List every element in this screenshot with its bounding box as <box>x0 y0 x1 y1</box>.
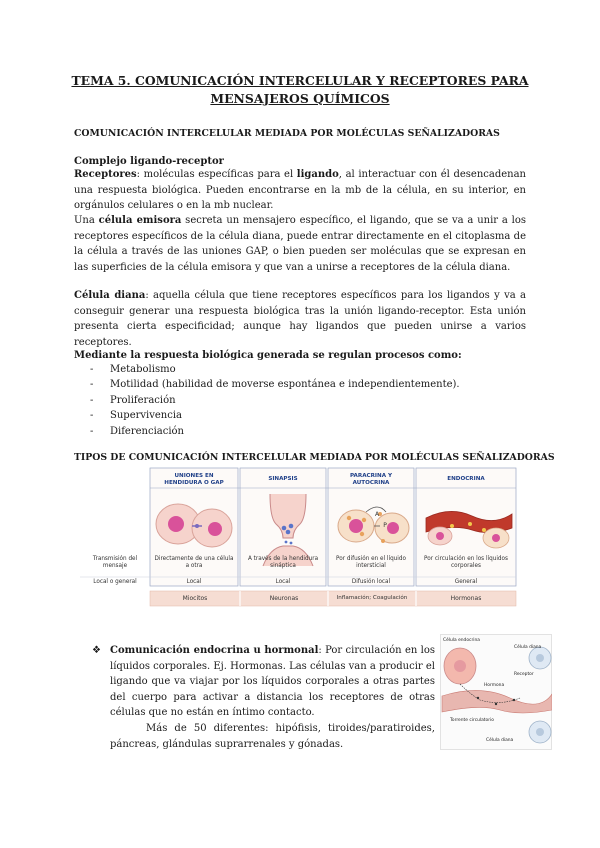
paragraph-endocrina <box>110 643 435 752</box>
scope-gap: Local <box>186 579 202 585</box>
transmission-synapse: A través de la hendidura sináptica <box>247 556 319 569</box>
list-item: - Supervivencia <box>90 408 460 423</box>
label-celula-diana-top: Célula diana <box>514 645 542 650</box>
label-celula-diana-bottom: Célula diana <box>486 738 514 743</box>
header-endocrine: ENDOCRINA <box>447 476 485 482</box>
section-heading-1: COMUNICACIÓN INTERCELULAR MEDIADA POR MOLÉCULAS SEÑALIZADORAS <box>74 128 500 139</box>
text-span: Una <box>74 215 99 226</box>
process-list <box>90 362 460 439</box>
title-line-2: MENSAJEROS QUÍMICOS <box>210 91 390 106</box>
endocrine-examples: Más de 50 diferentes: hipófisis, tiroides/paratiroides, páncreas, glándulas suprarrenales y gónadas. <box>110 722 435 750</box>
paragraph-receptores <box>74 167 526 214</box>
paracrine-letter-p: P <box>383 522 387 529</box>
header-paracrine: PARACRINA Y AUTOCRINA <box>349 473 393 486</box>
label-celula-endocrina: Célula endocrina <box>443 638 480 643</box>
paragraph-celula-emisora <box>74 213 526 275</box>
paracrine-letter-a: A <box>374 511 380 518</box>
example-paracrine: Inflamación; Coagulación <box>336 595 408 601</box>
example-endocrine: Hormonas <box>450 595 482 602</box>
row-label-transmission: Transmisión del mensaje <box>92 556 138 569</box>
example-synapse: Neuronas <box>269 595 299 602</box>
text-span: , al interactuar con él desencadenan una respuesta biológica. Pueden encontrarse en la mb de la célula, en su interior, en orgánulos celulares o en la mb nuclear. <box>74 169 526 212</box>
header-synapse: SINAPSIS <box>268 476 298 482</box>
row-label-scope: Local o general <box>93 579 137 585</box>
figure-graphics <box>80 466 522 611</box>
subheading-procesos: Mediante la respuesta biológica generada se regulan procesos como: <box>74 350 462 361</box>
label-receptor: Receptor <box>514 672 534 677</box>
text-span: : aquella célula que tiene receptores específicos para los ligandos y va a conseguir generar una respuesta biológica tras la unión ligando-receptor. Esta unión presenta cierta especificidad; aunque hay ligandos que pueden unirse a varios receptores. <box>74 290 526 348</box>
diamond-bullet-icon: ❖ <box>92 645 101 656</box>
list-item: - Metabolismo <box>90 362 460 377</box>
text-span: secreta un mensajero específico, el ligando, que se va a unir a los receptores específicos de la célula diana, puede entrar directamente en el citoplasma de la célula a través de las uniones GAP, o bien pueden ser moléculas que se expresan en las superficies de la célula emisora y que van a unirse a receptores de la célula diana. <box>74 215 527 273</box>
scope-paracrine: Difusión local <box>351 579 391 585</box>
scope-synapse: Local <box>275 579 291 585</box>
term-receptores: Receptores <box>74 169 137 180</box>
term-ligando: ligando <box>296 169 339 180</box>
page-title <box>60 72 540 108</box>
text-span: : moléculas específicas para el <box>136 169 297 180</box>
text-span: : Por circulación en los líquidos corporales. Ej. Hormonas. Las células van a producir el ligando que va viajar por los líquidos corporales a otras partes del cuerpo para activar a distancia los receptores de otras células que no están en íntimo contacto. <box>110 645 435 719</box>
list-item: - Proliferación <box>90 393 460 408</box>
transmission-gap: Directamente de una célula a otra <box>154 556 234 569</box>
list-item: - Motilidad (habilidad de moverse espontánea e independientemente). <box>90 377 460 392</box>
endocrine-figure-graphics <box>440 634 552 750</box>
label-torrente: Torrente circulatorio <box>450 718 494 723</box>
title-line-1: TEMA 5. COMUNICACIÓN INTERCELULAR Y RECEPTORES PARA <box>71 73 529 88</box>
example-gap: Miocitos <box>182 595 208 602</box>
endocrine-figure <box>440 634 552 750</box>
scope-endocrine: General <box>454 579 478 585</box>
label-hormona: Hormona <box>484 683 505 688</box>
transmission-endocrine: Por circulación en los líquidos corporales <box>424 556 508 569</box>
paragraph-celula-diana <box>74 288 526 350</box>
communication-types-figure <box>80 466 522 611</box>
header-gap: UNIONES EN HENDIDURA O GAP <box>164 473 224 486</box>
term-endocrina: Comunicación endocrina u hormonal <box>110 645 319 656</box>
term-celula-emisora: célula emisora <box>98 215 182 226</box>
term-celula-diana: Célula diana <box>74 290 146 301</box>
subheading-ligand-receptor: Complejo ligando-receptor <box>74 156 224 167</box>
section-heading-2: TIPOS DE COMUNICACIÓN INTERCELULAR MEDIADA POR MOLÉCULAS SEÑALIZADORAS <box>74 452 555 463</box>
list-item: - Diferenciación <box>90 424 460 439</box>
transmission-paracrine: Por difusión en el líquido intersticial <box>336 556 406 569</box>
